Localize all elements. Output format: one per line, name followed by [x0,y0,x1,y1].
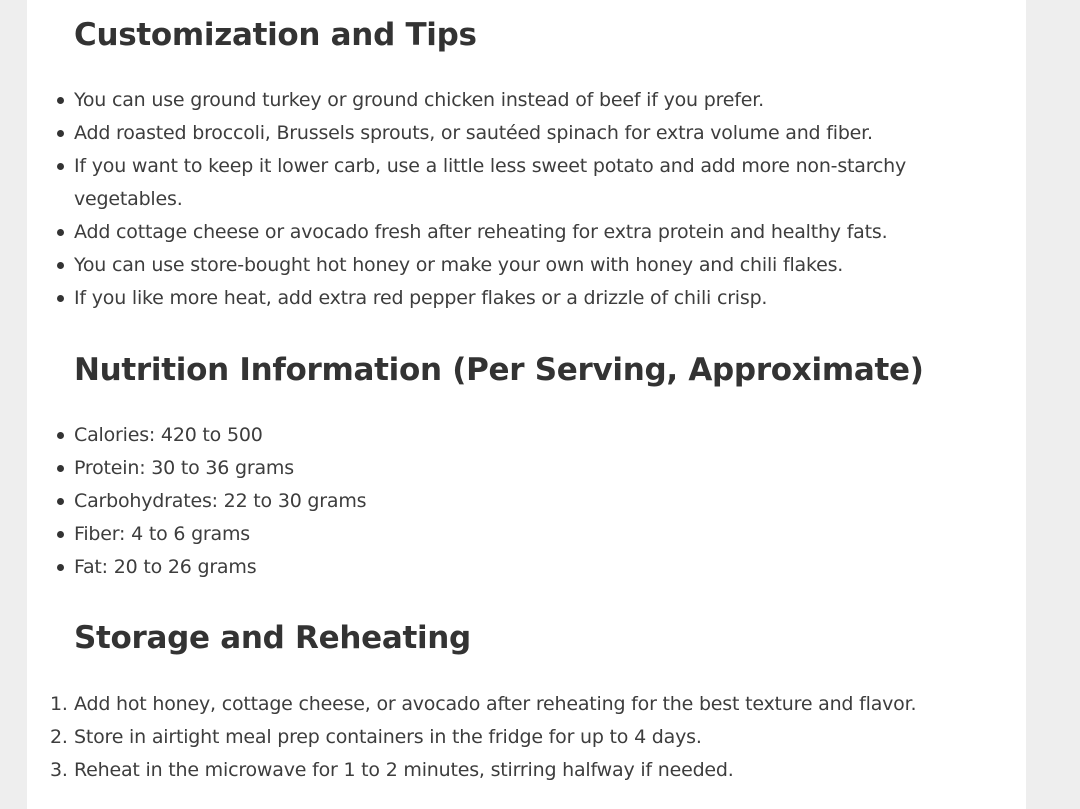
step-text: Reheat in the microwave for 1 to 2 minutes, stirring halfway if needed. [74,759,734,781]
list-item: If you like more heat, add extra red pepper flakes or a drizzle of chili crisp. [74,282,924,315]
list-item: If you want to keep it lower carb, use a little less sweet potato and add more non-starchy vegetables. [74,150,924,216]
list-item: Add cottage cheese or avocado fresh after reheating for extra protein and healthy fats. [74,216,924,249]
nutrition-list [74,419,944,584]
list-item [50,721,944,754]
step-number: 3. [50,759,68,781]
storage-steps-list [50,688,944,787]
list-item: Fat: 20 to 26 grams [74,551,944,584]
step-text: Add hot honey, cottage cheese, or avocado after reheating for the best texture and flavor. [74,693,917,715]
step-number: 1. [50,693,68,715]
step-text: Store in airtight meal prep containers in the fridge for up to 4 days. [74,726,702,748]
article-page [27,0,1026,809]
list-item: Add roasted broccoli, Brussels sprouts, or sautéed spinach for extra volume and fiber. [74,117,924,150]
list-item: You can use store-bought hot honey or make your own with honey and chili flakes. [74,249,924,282]
customization-tips-list [74,84,944,315]
step-number: 2. [50,726,68,748]
list-item: Fiber: 4 to 6 grams [74,518,944,551]
list-item: Carbohydrates: 22 to 30 grams [74,485,944,518]
list-item [50,688,944,721]
section-heading-customization: Customization and Tips [74,17,477,53]
list-item [50,754,944,787]
list-item: Calories: 420 to 500 [74,419,944,452]
list-item: Protein: 30 to 36 grams [74,452,944,485]
section-heading-storage: Storage and Reheating [74,620,471,656]
list-item: You can use ground turkey or ground chicken instead of beef if you prefer. [74,84,924,117]
section-heading-nutrition: Nutrition Information (Per Serving, Approximate) [74,352,924,388]
